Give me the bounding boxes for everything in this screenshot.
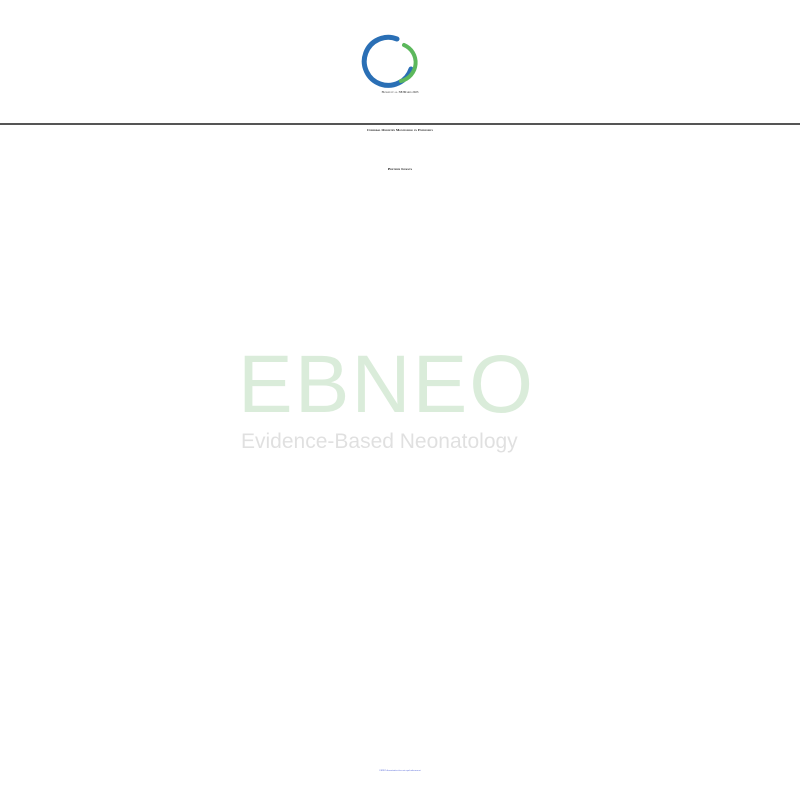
ebneo-logo-icon <box>357 33 419 91</box>
watermark-tagline: Evidence-Based Neonatology <box>241 430 518 453</box>
header-divider <box>0 123 800 125</box>
watermark-logo-text: EBNEO <box>238 339 536 430</box>
citation: Hansen et al. NEJM Apr 2023 <box>381 90 419 94</box>
page-title-line-2: Preterm Infants <box>387 167 413 171</box>
page-title: Cerebral Oximetry Monitoring in Extremely <box>367 128 433 132</box>
ebneo-watermark <box>238 338 568 463</box>
endorsement-disclaimer: EBNEO dissemination does not equal endorsement <box>379 770 421 772</box>
